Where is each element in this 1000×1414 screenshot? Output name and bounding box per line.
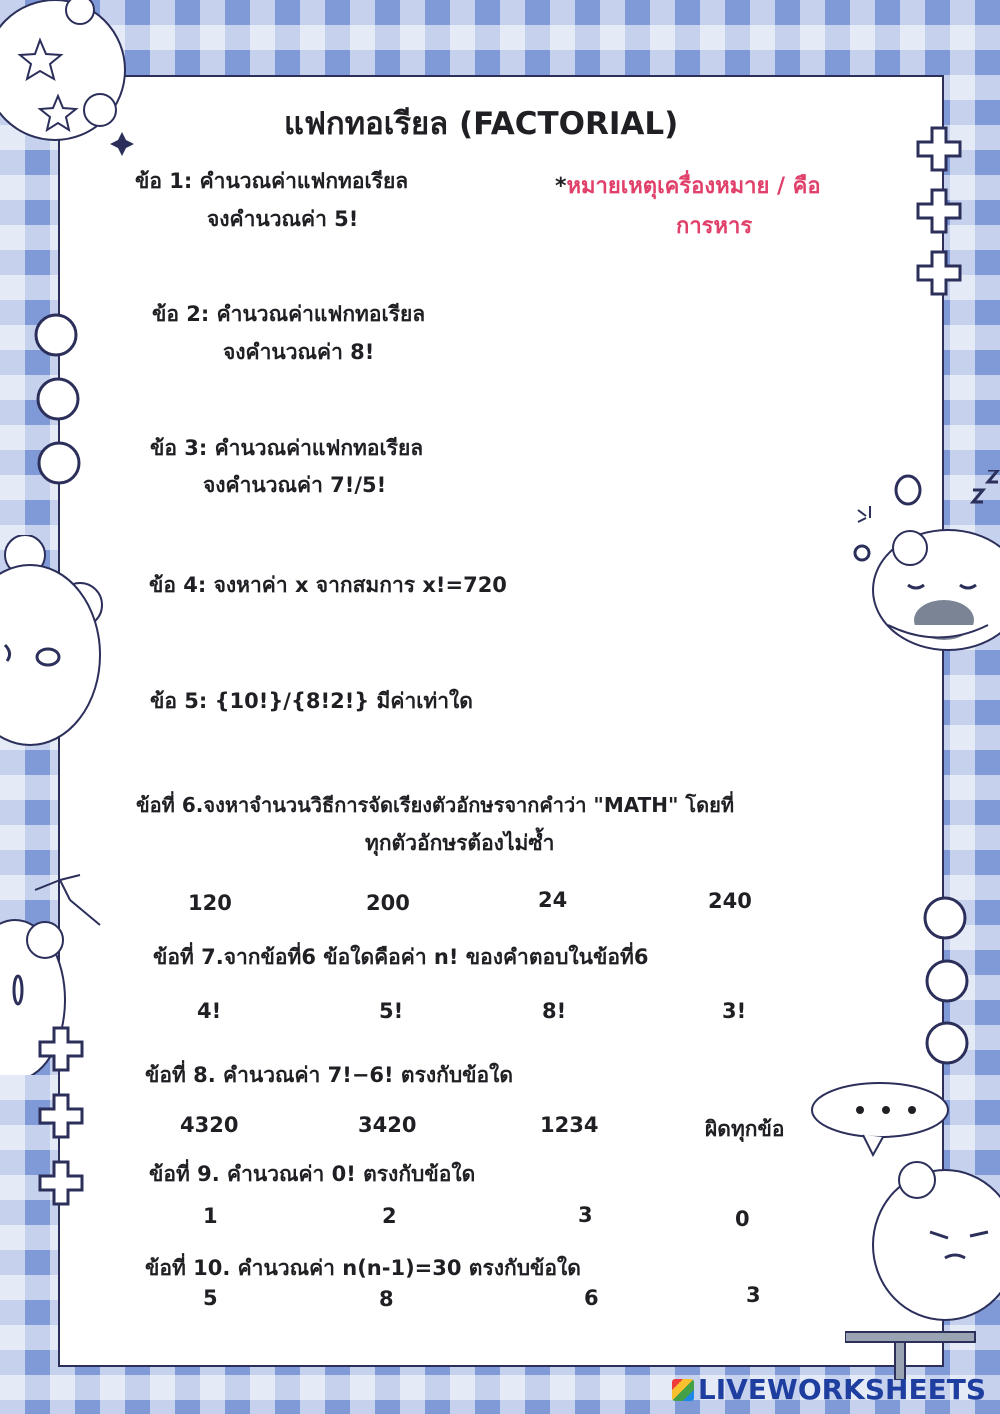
q8-option-4[interactable]: ผิดทุกข้อ [705, 1117, 785, 1141]
q6-option-3[interactable]: 24 [538, 888, 568, 912]
q5-text: ข้อ 5: {10!}/{8!2!} มีค่าเท่าใด [150, 689, 473, 713]
ring-holes-right [920, 893, 975, 1078]
q3-subtext: จงคำนวณค่า 7!/5! [203, 473, 387, 497]
q10-option-2[interactable]: 8 [379, 1287, 394, 1311]
plus-icons [914, 120, 974, 310]
q4-text: ข้อ 4: จงหาค่า x จากสมการ x!=720 [149, 573, 507, 597]
q1-subtext: จงคำนวณค่า 5! [207, 207, 359, 231]
bear-stars-icon [0, 0, 140, 160]
q3-text: ข้อ 3: คำนวณค่าแฟกทอเรียล [150, 436, 424, 460]
bear-desk-icon [845, 1150, 1000, 1380]
q6-subtext: ทุกตัวอักษรต้องไม่ซ้ำ [365, 831, 555, 855]
speech-bubble-icon [808, 1080, 958, 1160]
q8-option-1[interactable]: 4320 [180, 1113, 239, 1137]
liveworksheets-logo [672, 1373, 986, 1406]
q1-text: ข้อ 1: คำนวณค่าแฟกทอเรียล [135, 169, 409, 193]
q2-text: ข้อ 2: คำนวณค่าแฟกทอเรียล [152, 302, 426, 326]
q7-option-2[interactable]: 5! [379, 999, 404, 1023]
q9-option-3[interactable]: 3 [578, 1203, 593, 1227]
q9-option-1[interactable]: 1 [203, 1204, 218, 1228]
liveworksheets-mark-icon [672, 1379, 694, 1401]
q7-text: ข้อที่ 7.จากข้อที่6 ข้อใดคือค่า n! ของคำตอบในข้อที่6 [153, 945, 649, 969]
q8-option-3[interactable]: 1234 [540, 1113, 599, 1137]
bear-left-icon [0, 535, 115, 750]
q9-text: ข้อที่ 9. คำนวณค่า 0! ตรงกับข้อใด [149, 1162, 476, 1186]
q8-option-2[interactable]: 3420 [358, 1113, 417, 1137]
q10-text: ข้อที่ 10. คำนวณค่า n(n-1)=30 ตรงกับข้อใด [145, 1256, 581, 1280]
q2-subtext: จงคำนวณค่า 8! [223, 340, 375, 364]
note-line-1 [555, 168, 821, 203]
note-star: * [555, 174, 567, 199]
q7-option-1[interactable]: 4! [197, 999, 222, 1023]
q10-option-4[interactable]: 3 [746, 1283, 761, 1307]
q10-option-3[interactable]: 6 [584, 1286, 599, 1310]
bear-sleeping-icon [848, 470, 1000, 660]
q6-option-1[interactable]: 120 [188, 891, 232, 915]
q7-option-4[interactable]: 3! [722, 999, 747, 1023]
page-title: แฟกทอเรียล (FACTORIAL) [284, 106, 679, 142]
q9-option-2[interactable]: 2 [382, 1204, 397, 1228]
q6-text: ข้อที่ 6.จงหาจำนวนวิธีการจัดเรียงตัวอักษรจากคำว่า "MATH" โดยที่ [136, 793, 735, 817]
plus-icons-left [38, 1025, 93, 1215]
q9-option-4[interactable]: 0 [735, 1207, 750, 1231]
ring-holes-left [30, 310, 85, 495]
q10-option-1[interactable]: 5 [203, 1286, 218, 1310]
note-line-2: การหาร [676, 214, 753, 239]
q6-option-4[interactable]: 240 [708, 889, 752, 913]
watermark-text: LIVEWORKSHEETS [697, 1373, 986, 1406]
note-text: หมายเหตุเครื่องหมาย / คือ [566, 174, 821, 199]
q6-option-2[interactable]: 200 [366, 891, 410, 915]
q8-text: ข้อที่ 8. คำนวณค่า 7!−6! ตรงกับข้อใด [145, 1063, 514, 1087]
q7-option-3[interactable]: 8! [542, 999, 567, 1023]
